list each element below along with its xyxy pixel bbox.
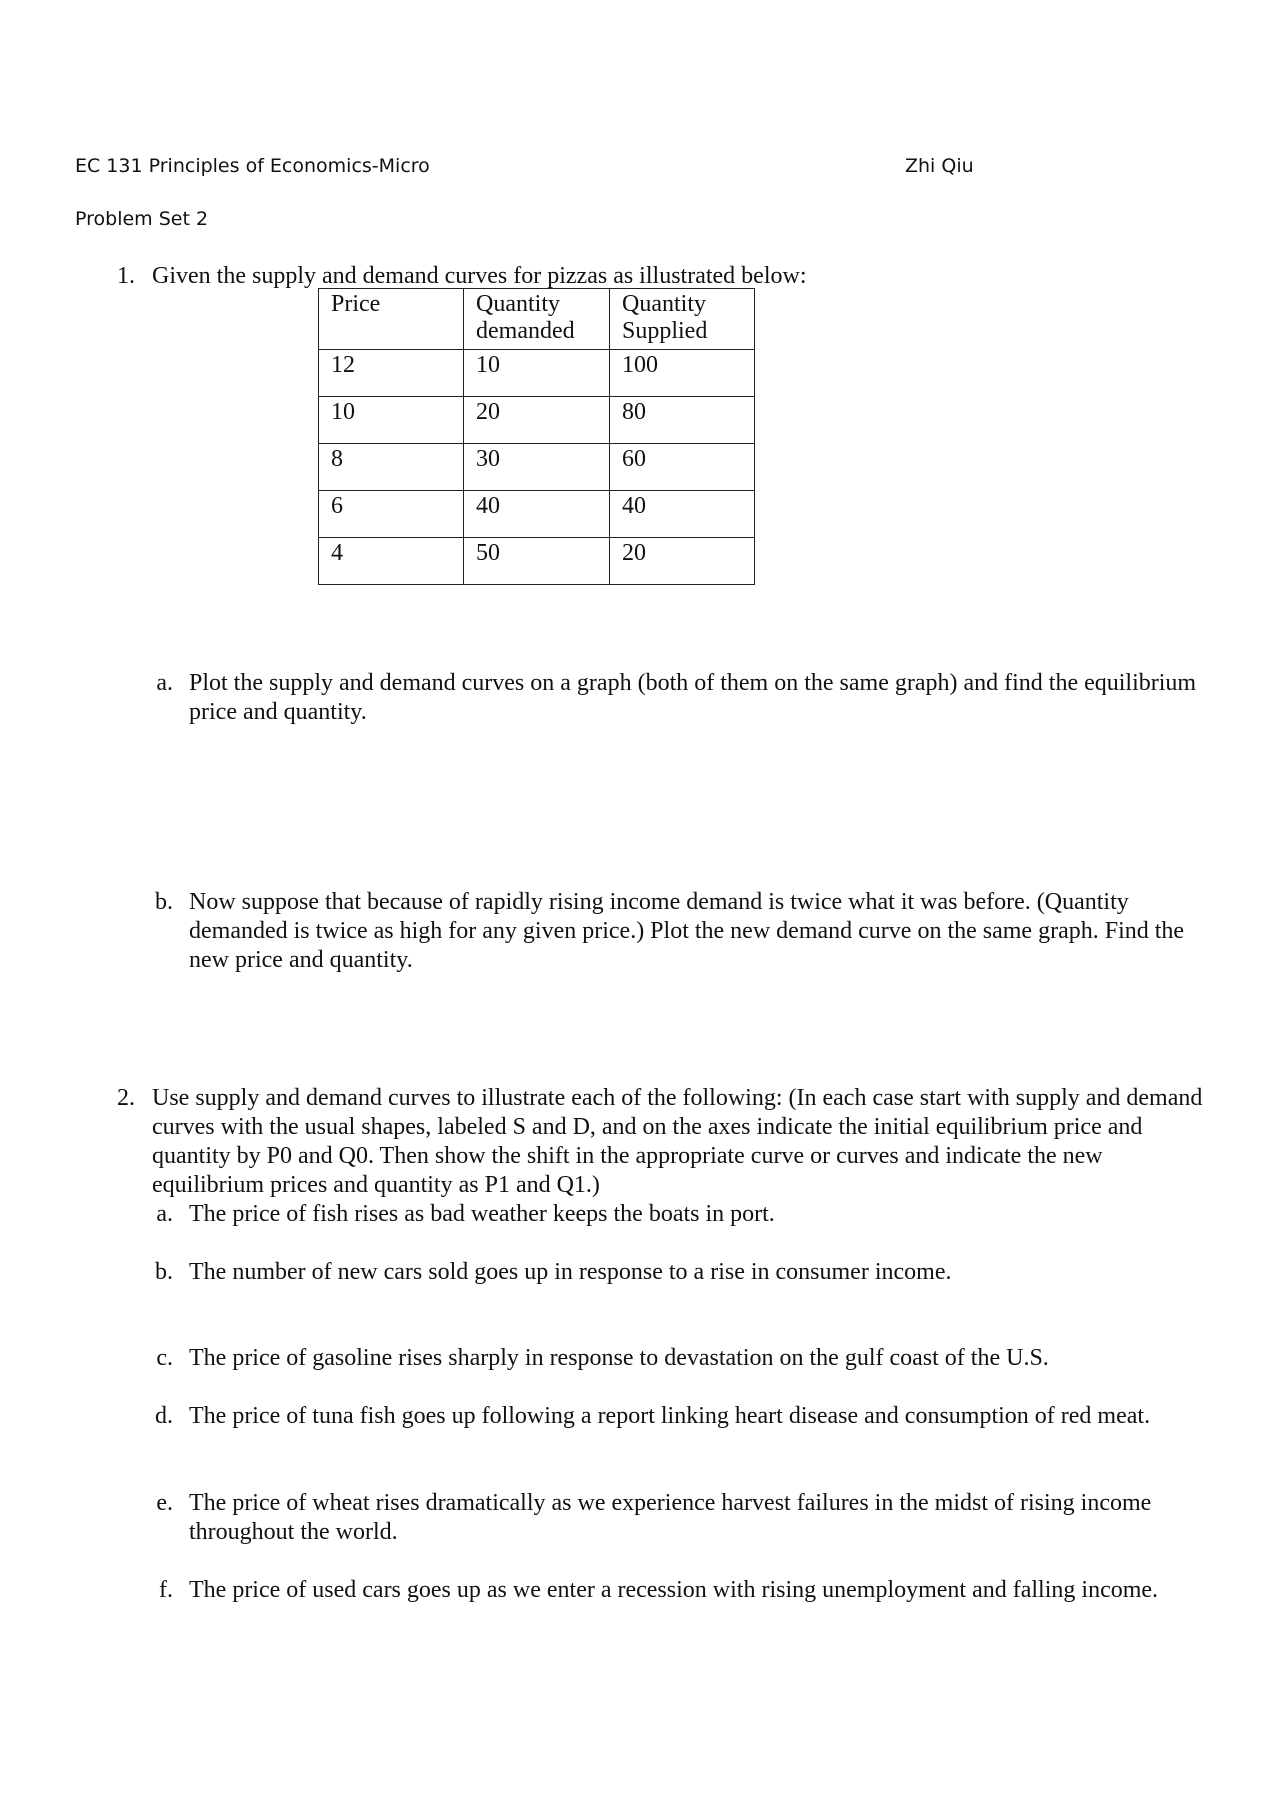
- table-row: [319, 397, 755, 444]
- price-cell: 8: [319, 444, 464, 491]
- q2-part-a-text: The price of fish rises as bad weather keeps the boats in port.: [189, 1201, 775, 1227]
- table-row: [319, 444, 755, 491]
- question-2-text: Use supply and demand curves to illustrate each of the following: (In each case start with supply and demand curves with the usual shapes, labeled S and D, and on the axes indicate the initial equilibrium price and quantity by P0 and Q0. Then show the shift in the appropriate curve or curves and indicate the new equilibrium prices and quantity as P1 and Q1.): [152, 1085, 1203, 1198]
- q2-part-a-letter: a.: [156, 1201, 173, 1227]
- quantity-demanded-cell: 10: [464, 350, 610, 397]
- quantity-supplied-cell: 80: [610, 397, 755, 444]
- quantity-demanded-cell: 20: [464, 397, 610, 444]
- q2-part-d-text: The price of tuna fish goes up following a report linking heart disease and consumption of red meat.: [189, 1403, 1151, 1429]
- q2-part-f-text: The price of used cars goes up as we enter a recession with rising unemployment and falling income.: [189, 1577, 1159, 1603]
- pizza-supply-demand-table: [318, 288, 755, 585]
- quantity-supplied-cell: 60: [610, 444, 755, 491]
- q2-part-e-letter: e.: [156, 1490, 173, 1516]
- table-row: [319, 538, 755, 585]
- quantity-supplied-cell: 20: [610, 538, 755, 585]
- author-name: Zhi Qiu: [905, 155, 974, 177]
- q1-part-a-letter: a.: [156, 670, 173, 696]
- q2-part-d-letter: d.: [155, 1403, 173, 1429]
- header-quantity-supplied: Quantity Supplied: [610, 289, 755, 350]
- quantity-supplied-cell: 40: [610, 491, 755, 538]
- question-1-text: Given the supply and demand curves for pizzas as illustrated below:: [152, 263, 807, 289]
- quantity-supplied-cell: 100: [610, 350, 755, 397]
- quantity-demanded-cell: 40: [464, 491, 610, 538]
- q2-part-e-text: The price of wheat rises dramatically as we experience harvest failures in the midst of rising income throughout the world.: [189, 1490, 1152, 1545]
- q2-part-b-text: The number of new cars sold goes up in response to a rise in consumer income.: [189, 1259, 952, 1285]
- price-cell: 12: [319, 350, 464, 397]
- q2-part-b-letter: b.: [155, 1259, 173, 1285]
- q1-part-a-text: Plot the supply and demand curves on a graph (both of them on the same graph) and find the equilibrium price and quantity.: [189, 670, 1197, 725]
- q1-part-b-letter: b.: [155, 889, 173, 915]
- table-row: [319, 491, 755, 538]
- course-title: EC 131 Principles of Economics-Micro: [75, 155, 430, 177]
- q2-part-c-text: The price of gasoline rises sharply in response to devastation on the gulf coast of the U.S.: [189, 1345, 1049, 1371]
- price-cell: 6: [319, 491, 464, 538]
- header-quantity-demanded: Quantity demanded: [464, 289, 610, 350]
- problem-set-title: Problem Set 2: [75, 208, 209, 230]
- q1-part-b-text: Now suppose that because of rapidly rising income demand is twice what it was before. (Quantity demanded is twice as high for any given price.) Plot the new demand curve on the same graph. Find the new price and quantity.: [189, 889, 1185, 973]
- question-1-number: 1.: [117, 263, 135, 289]
- quantity-demanded-cell: 50: [464, 538, 610, 585]
- header-price: Price: [319, 289, 464, 350]
- table-row: [319, 350, 755, 397]
- price-cell: 10: [319, 397, 464, 444]
- q2-part-f-letter: f.: [159, 1577, 173, 1603]
- price-cell: 4: [319, 538, 464, 585]
- question-2-number: 2.: [117, 1085, 135, 1111]
- quantity-demanded-cell: 30: [464, 444, 610, 491]
- q2-part-c-letter: c.: [156, 1345, 173, 1371]
- table-header-row: [319, 289, 755, 350]
